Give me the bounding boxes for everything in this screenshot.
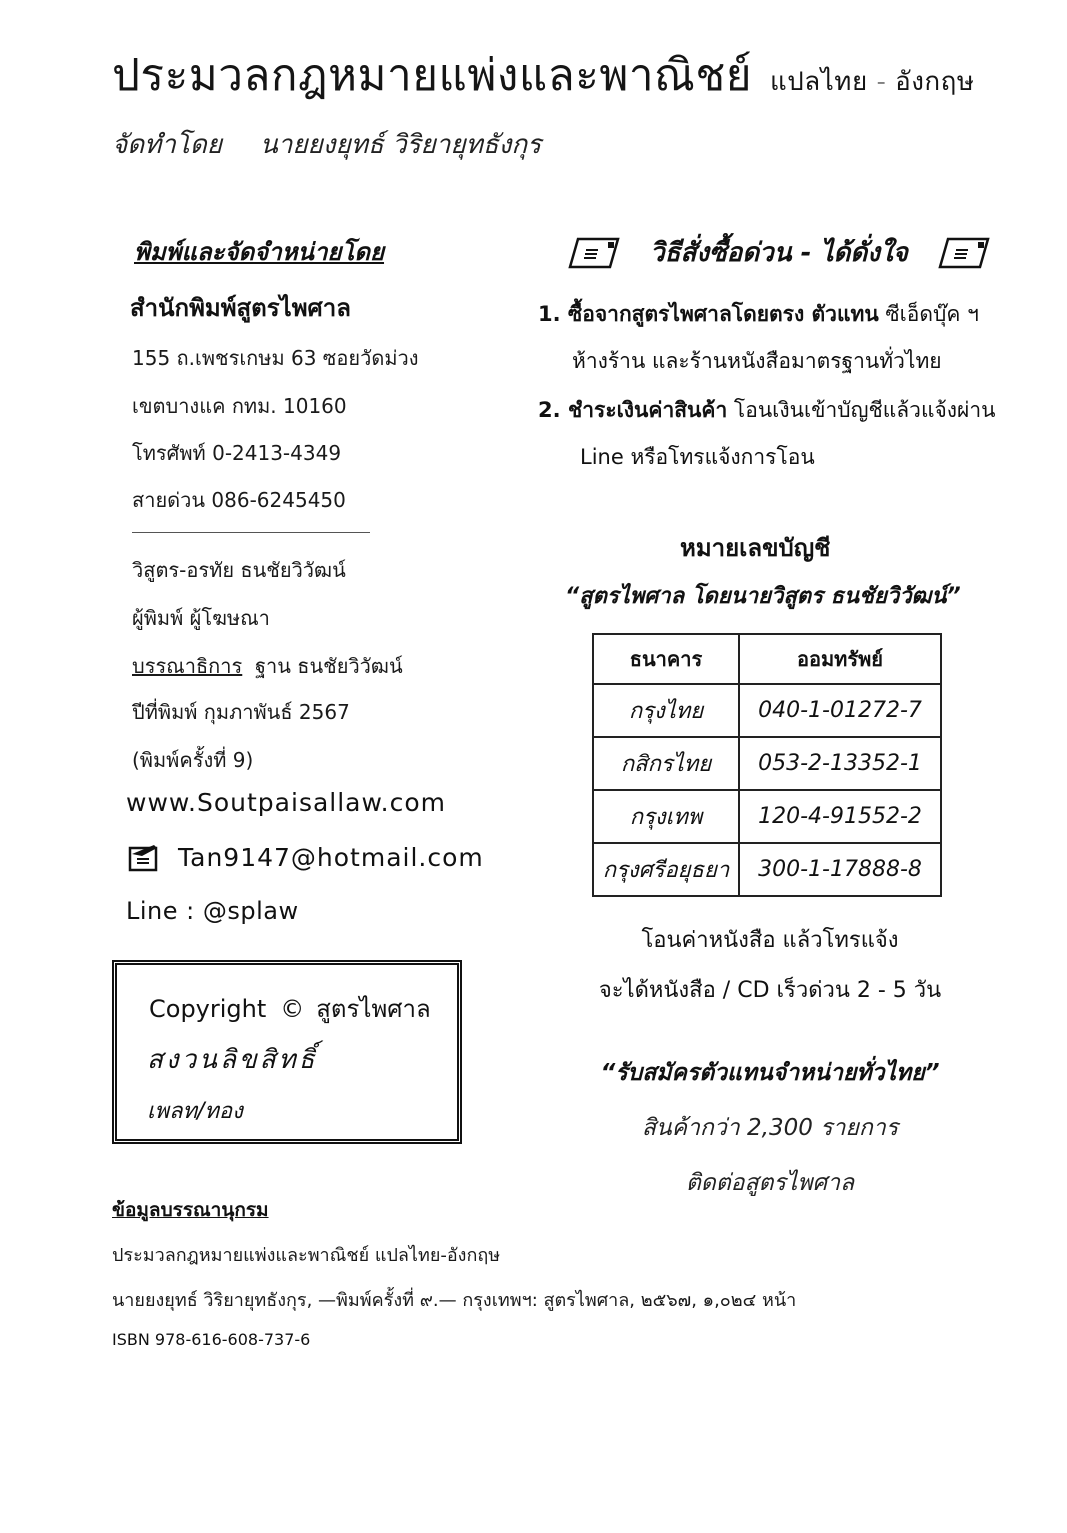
copyright-owner: สูตรไพศาล [316,995,431,1023]
product-count: สินค้ากว่า 2,300 รายการ [641,1115,899,1141]
book-title-suffix: แปลไทย - อังกฤษ [770,67,975,97]
email-address: Tan9147@hotmail.com [178,842,484,872]
divider [132,532,370,533]
account-number: 300-1-17888-8 [739,843,941,896]
account-number: 120-4-91552-2 [739,790,941,843]
order-step-1-cont: ห้างร้าน และร้านหนังสือมาตรฐานทั่วไทย [572,349,942,373]
account-holder: “สูตรไพศาล โดยนายวิสูตร ธนชัยวิวัฒน์” [565,584,961,609]
copyright-box [112,960,462,1144]
publisher-phone: โทรศัพท์ 0-2413-4349 [132,441,342,465]
email-letter-icon [128,842,160,872]
bank-accounts-table [592,633,942,897]
author-line [112,124,541,165]
order-heading [568,232,990,273]
publisher-editor [132,650,403,682]
line-id: Line : @splaw [126,897,299,925]
contact-note: ติดต่อสูตรไพศาล [685,1170,855,1196]
plate-note: เพลท/ทอง [147,1099,243,1124]
publisher-owner: วิสูตร-อรทัย ธนชัยวิวัฒน์ [132,558,346,582]
copyright-line [149,989,431,1028]
publisher-address-1: 155 ถ.เพชรเกษม 63 ซอยวัดม่วง [132,346,419,370]
catalog-details: นายยงยุทธ์ วิริยายุทธังกุร, —พิมพ์ครั้งที่ ๙.— กรุงเทพฯ: สูตรไพศาล, ๒๕๖๗, ๑,๐๒๔ หน้า [112,1290,797,1311]
editor-name: ฐาน ธนชัยวิวัฒน์ [254,654,403,678]
order-step-1: 1. ซื้อจากสูตรไพศาลโดยตรง ตัวแทน ซีเอ็ดบุ๊ค ฯ [538,302,979,326]
header-savings: ออมทรัพย์ [739,634,941,684]
author-label: จัดทำโดย [112,130,222,160]
publisher-name: สำนักพิมพ์สูตรไพศาล [130,294,351,322]
catalog-heading: ข้อมูลบรรณานุกรม [112,1199,269,1221]
publisher-hotline: สายด่วน 086-6245450 [132,488,346,512]
envelope-icon [568,236,620,270]
book-title [112,40,975,110]
bank-name: กรุงเทพ [593,790,739,843]
account-number: 040-1-01272-7 [739,684,941,737]
publisher-heading: พิมพ์และจัดจำหน่ายโดย [134,238,385,266]
bank-name: กรุงไทย [593,684,739,737]
copyright-label: Copyright [149,995,267,1023]
header-bank: ธนาคาร [593,634,739,684]
order-title: วิธีสั่งซื้อด่วน - ได้ดั่งใจ [650,238,908,268]
envelope-icon [938,236,990,270]
book-title-main: ประมวลกฎหมายแพ่งและพาณิชย์ [112,50,753,101]
rights-reserved: สงวนลิขสิทธิ์ [147,1045,318,1075]
transfer-note: โอนค่าหนังสือ แล้วโทรแจ้ง [641,928,899,953]
catalog-title: ประมวลกฎหมายแพ่งและพาณิชย์ แปลไทย-อังกฤษ [112,1245,501,1266]
order-step-2: 2. ชำระเงินค่าสินค้า โอนเงินเข้าบัญชีแล้วแจ้งผ่าน [538,398,996,422]
table-header-row [593,634,941,684]
publisher-address-2: เขตบางแค กทม. 10160 [132,394,347,418]
bank-name: กสิกรไทย [593,737,739,790]
table-row [593,684,941,737]
accounts-title: หมายเลขบัญชี [680,534,831,562]
bank-name: กรุงศรีอยุธยา [593,843,739,896]
delivery-time: จะได้หนังสือ / CD เร็วด่วน 2 - 5 วัน [598,978,942,1003]
isbn: ISBN 978-616-608-737-6 [112,1330,311,1349]
table-row [593,843,941,896]
table-row [593,790,941,843]
copyright-symbol: © [280,995,305,1023]
author-name: นายยงยุทธ์ วิริยายุทธังกุร [259,130,542,160]
editor-label: บรรณาธิการ [132,654,243,678]
edition: (พิมพ์ครั้งที่ 9) [132,748,254,772]
publish-year: ปีที่พิมพ์ กุมภาพันธ์ 2567 [132,700,350,724]
order-step-2-cont: Line หรือโทรแจ้งการโอน [580,445,815,469]
publisher-roles: ผู้พิมพ์ ผู้โฆษณา [132,606,270,630]
table-row [593,737,941,790]
account-number: 053-2-13352-1 [739,737,941,790]
agent-recruit: “รับสมัครตัวแทนจำหน่ายทั่วไทย” [600,1060,940,1086]
website-link[interactable]: www.Soutpaisallaw.com [126,788,446,817]
email-row[interactable] [128,842,484,872]
